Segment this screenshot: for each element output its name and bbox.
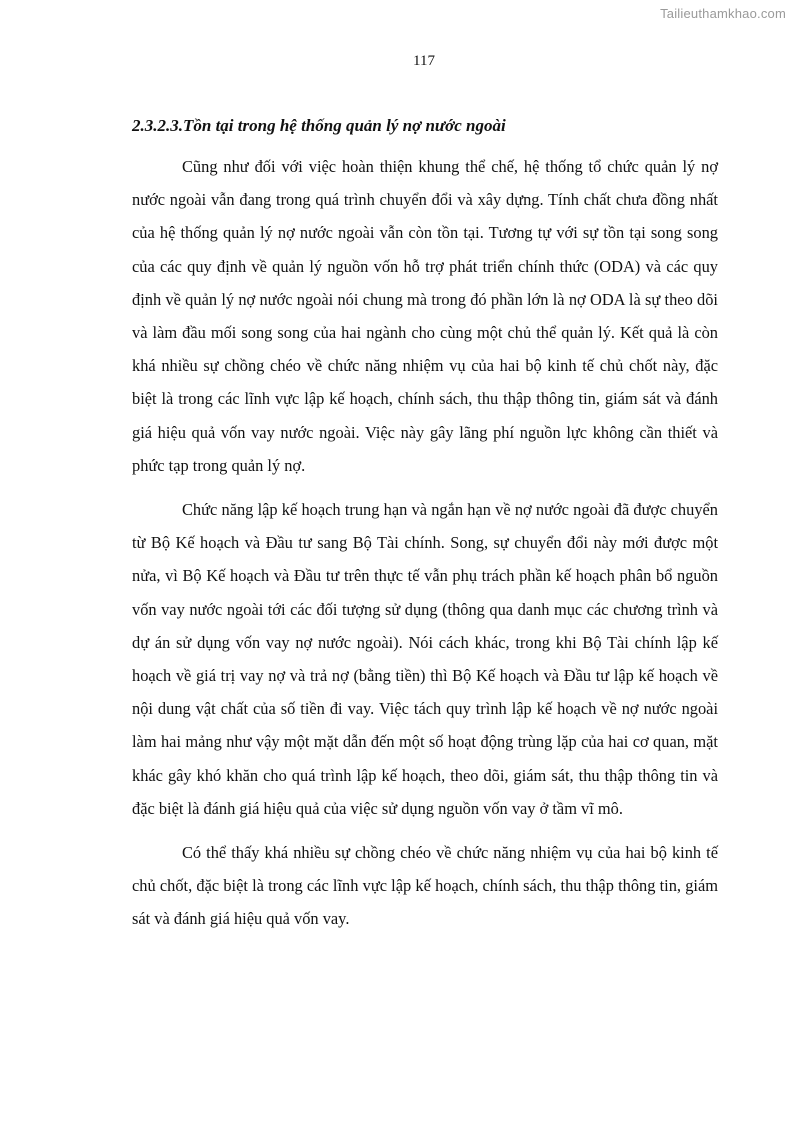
paragraph-1: Cũng như đối với việc hoàn thiện khung thể chế, hệ thống tổ chức quản lý nợ nước ngoài vẫn đang trong quá trình chuyển đổi và xây dựng. Tính chất chưa đồng nhất của hệ thống quản lý nợ nước ngoài vẫn còn tồn tại. Tương tự với sự tồn tại song song của các quy định về quản lý nguồn vốn hỗ trợ phát triển chính thức (ODA) và các quy định về quản lý nợ nước ngoài nói chung mà trong đó phần lớn là nợ ODA là sự theo dõi và làm đầu mối song song của hai ngành cho cùng một chủ thể quản lý. Kết quả là còn khá nhiều sự chồng chéo về chức năng nhiệm vụ của hai bộ kinh tế chủ chốt này, đặc biệt là trong các lĩnh vực lập kế hoạch, chính sách, thu thập thông tin, giám sát và đánh giá hiệu quả vốn vay nước ngoài. Việc này gây lãng phí nguồn lực không cần thiết và phức tạp trong quản lý nợ. [132, 157, 718, 475]
document-body [132, 112, 718, 947]
paragraph-3: Có thể thấy khá nhiều sự chồng chéo về chức năng nhiệm vụ của hai bộ kinh tế chủ chốt, đặc biệt là trong các lĩnh vực lập kế hoạch, chính sách, thu thập thông tin, giám sát và đánh giá hiệu quả vốn vay. [132, 843, 718, 929]
watermark: Tailieuthamkhao.com [660, 6, 786, 21]
page-number: 117 [413, 53, 435, 69]
section-title: 2.3.2.3.Tồn tại trong hệ thống quản lý nợ nước ngoài [132, 116, 506, 135]
paragraph-2: Chức năng lập kế hoạch trung hạn và ngắn hạn về nợ nước ngoài đã được chuyển từ Bộ Kế hoạch và Đầu tư sang Bộ Tài chính. Song, sự chuyển đổi này mới được một nửa, vì Bộ Kế hoạch và Đầu tư trên thực tế vẫn phụ trách phần kế hoạch phân bổ nguồn vốn vay nước ngoài tới các đối tượng sử dụng (thông qua danh mục các chương trình và dự án sử dụng vốn vay nợ nước ngoài). Nói cách khác, trong khi Bộ Tài chính lập kế hoạch về giá trị vay nợ và trả nợ (bằng tiền) thì Bộ Kế hoạch và Đầu tư lập kế hoạch về nội dung vật chất của số tiền đi vay. Việc tách quy trình lập kế hoạch về nợ nước ngoài làm hai mảng như vậy một mặt dẫn đến một số hoạt động trùng lặp của hai cơ quan, mặt khác gây khó khăn cho quá trình lập kế hoạch, theo dõi, giám sát, thu thập thông tin và đặc biệt là đánh giá hiệu quả của việc sử dụng nguồn vốn vay ở tầm vĩ mô. [132, 500, 718, 818]
